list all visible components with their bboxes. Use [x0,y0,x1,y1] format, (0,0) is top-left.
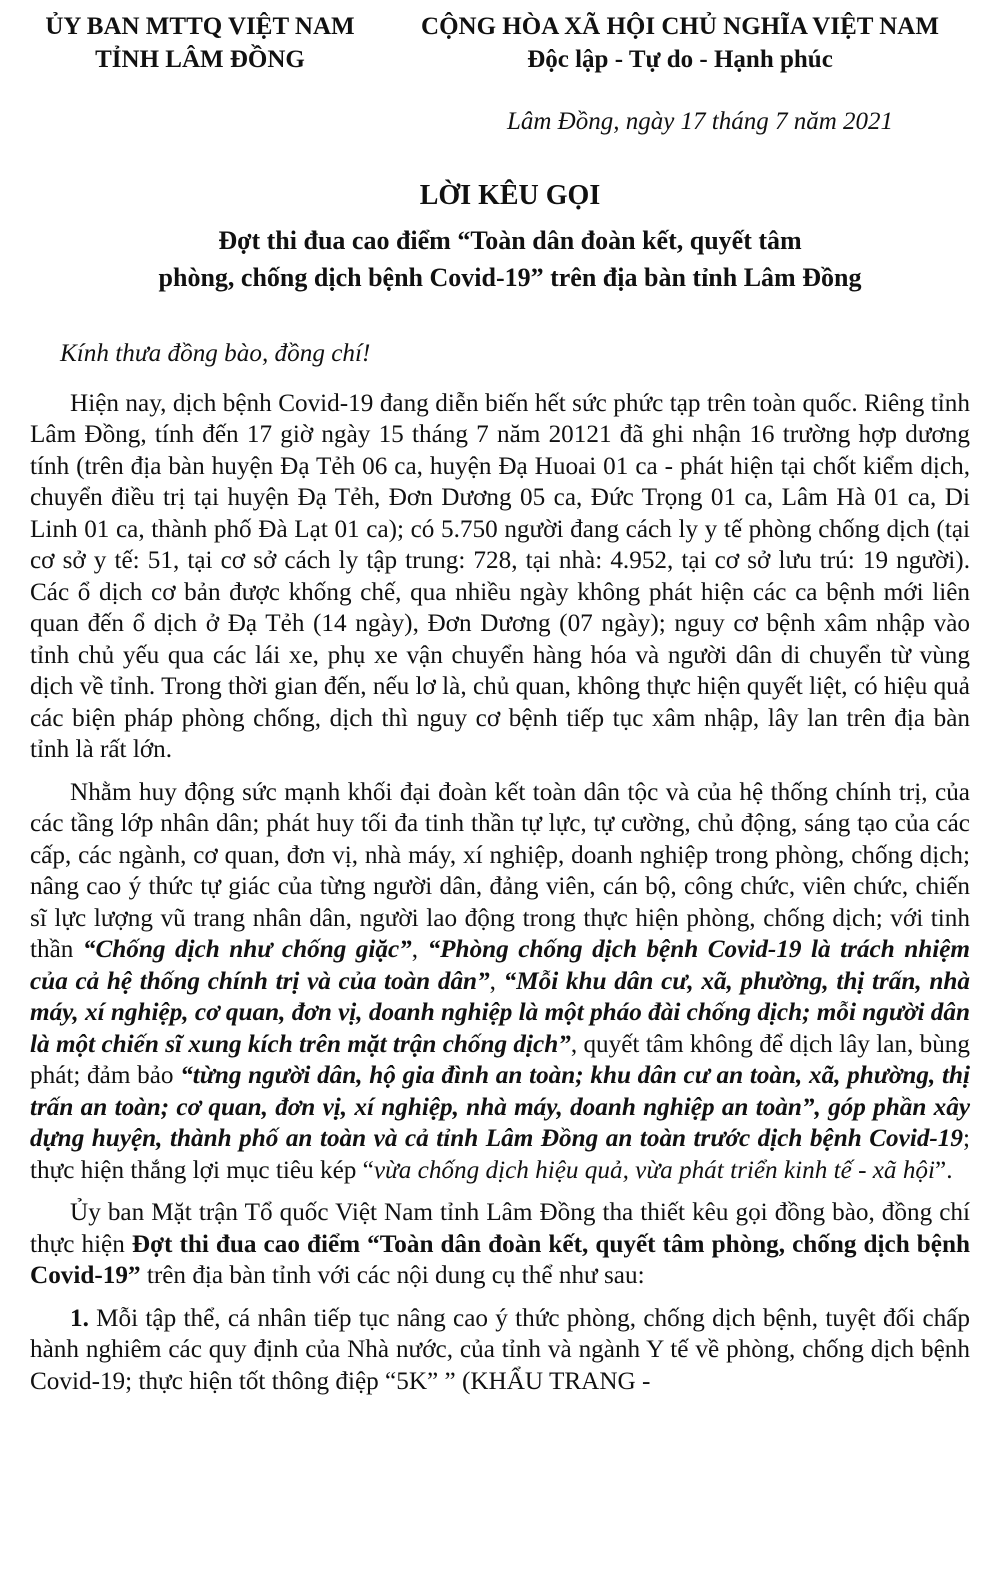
document-subtitle [30,222,990,296]
para2-text-5: ; thực hiện thắng lợi mục tiêu kép “ [30,1125,970,1184]
para3-text-1: Ủy ban Mặt trận Tổ quốc Việt Nam tỉnh Lâm Đồng tha thiết kêu gọi đồng bào, đồng chí thực hiện [30,1199,970,1258]
date-line: Lâm Đồng, ngày 17 tháng 7 năm 2021 [506,108,894,135]
item-1-text: Mỗi tập thể, cá nhân tiếp tục nâng cao ý thức phòng, chống dịch bệnh, tuyệt đối chấp hành nghiêm các quy định của Nhà nước, của tỉnh và ngành Y tế về phòng, chống dịch bệnh Covid-19; thực hiện tốt thông điệp “5K” ” (KHẨU TRANG - [30,1304,970,1395]
para2-text-3: , [489,967,504,995]
para3-campaign-name: Đợt thi đua cao điểm “Toàn dân đoàn kết, quyết tâm phòng, chống dịch bệnh Covid-19” [30,1230,970,1289]
para2-quote-3: “Mỗi khu dân cư, xã, phường, thị trấn, nhà máy, xí nghiệp, cơ quan, đơn vị, doanh nghiệp là một pháo đài chống dịch; mỗi người dân là một chiến sĩ xung kích trên mặt trận chống dịch” [30,967,971,1058]
para2-quote-5: vừa chống dịch hiệu quả, vừa phát triển kinh tế - xã hội [373,1156,936,1184]
para2-text-4: , quyết tâm không để dịch lây lan, bùng phát; đảm bảo [30,1030,970,1089]
document-title: LỜI KÊU GỌI [419,180,601,211]
para2-text-6: ”. [935,1156,953,1184]
subtitle-line-1: Đợt thi đua cao điểm “Toàn dân đoàn kết, quyết tâm [218,226,802,255]
paragraph-situation: Hiện nay, dịch bệnh Covid-19 đang diễn biến hết sức phức tạp trên toàn quốc. Riêng tỉnh Lâm Đồng, tính đến 17 giờ ngày 15 tháng 7 năm 20121 đã ghi nhận 16 trường hợp dương tính (trên địa bàn huyện Đạ Tẻh 06 ca, huyện Đạ Huoai 01 ca - phát hiện tại chốt kiểm dịch, chuyển điều trị tại huyện Đạ Tẻh, Đơn Dương 05 ca, Đức Trọng 01 ca, Lâm Hà 01 ca, Di Linh 01 ca, thành phố Đà Lạt 01 ca); có 5.750 người đang cách ly y tế phòng chống dịch (tại cơ sở y tế: 51, tại cơ sở cách ly tập trung: 728, tại nhà: 4.952, tại cơ sở lưu trú: 19 người). Các ổ dịch cơ bản được khống chế, qua nhiều ngày không phát hiện các ca bệnh mới liên quan đến ổ dịch ở Đạ Tẻh (14 ngày), Đơn Dương (07 ngày); nguy cơ bệnh xâm nhập vào tỉnh chủ yếu qua các lái xe, phụ xe vận chuyển hàng hóa và người dân di chuyển từ vùng dịch về tỉnh. Trong thời gian đến, nếu lơ là, chủ quan, không thực hiện quyết liệt, có hiệu quả các biện pháp phòng chống, dịch thì nguy cơ bệnh tiếp tục xâm nhập, lây lan trên địa bàn tỉnh là rất lớn. [30,389,970,763]
document-body [30,338,970,1408]
motto: Độc lập - Tự do - Hạnh phúc [527,46,833,73]
para2-text-1: Nhằm huy động sức mạnh khối đại đoàn kết toàn dân tộc và của hệ thống chính trị, của các tầng lớp nhân dân; phát huy tối đa tinh thần tự lực, tự cường, chủ động, sáng tạo của các cấp, các ngành, cơ quan, đơn vị, nhà máy, xí nghiệp, doanh nghiệp trong phòng, chống dịch; nâng cao ý thức tự giác của từng người dân, đảng viên, cán bộ, công chức, viên chức, chiến sĩ lực lượng vũ trang nhân dân, người lao động trong thực hiện phòng, chống dịch; với tinh thần [30,778,970,963]
issuer-block [40,10,360,76]
item-number: 1. [70,1304,89,1332]
greeting: Kính thưa đồng bào, đồng chí! [60,340,371,367]
country-name: CỘNG HÒA XÃ HỘI CHỦ NGHĨA VIỆT NAM [421,13,939,40]
para2-quote-2: “Phòng chống dịch bệnh Covid-19 là trách nhiệm của cả hệ thống chính trị và của toàn dân” [30,936,970,995]
issuer-line-2: TỈNH LÂM ĐỒNG [95,46,305,73]
para3-text-2: trên địa bàn tỉnh với các nội dung cụ thể như sau: [140,1262,645,1289]
para2-quote-1: “Chống dịch như chống giặc” [82,936,412,963]
para2-text-2: , [411,936,428,963]
para2-quote-4: “từng người dân, hộ gia đình an toàn; khu dân cư an toàn, xã, phường, thị trấn an toàn; cơ quan, đơn vị, xí nghiệp, nhà máy, doanh nghiệp an toàn”, góp phần xây dựng huyện, thành phố an toàn và cả tỉnh Lâm Đồng an toàn trước dịch bệnh Covid-19 [30,1062,970,1152]
subtitle-line-2: phòng, chống dịch bệnh Covid-19” trên địa bàn tỉnh Lâm Đồng [158,263,862,292]
paragraph-appeal [30,1197,970,1292]
issuer-line-1: ỦY BAN MTTQ VIỆT NAM [45,13,355,40]
paragraph-item-1 [30,1303,970,1398]
national-motto-block [380,10,980,76]
paragraph-mobilization [30,777,970,1187]
